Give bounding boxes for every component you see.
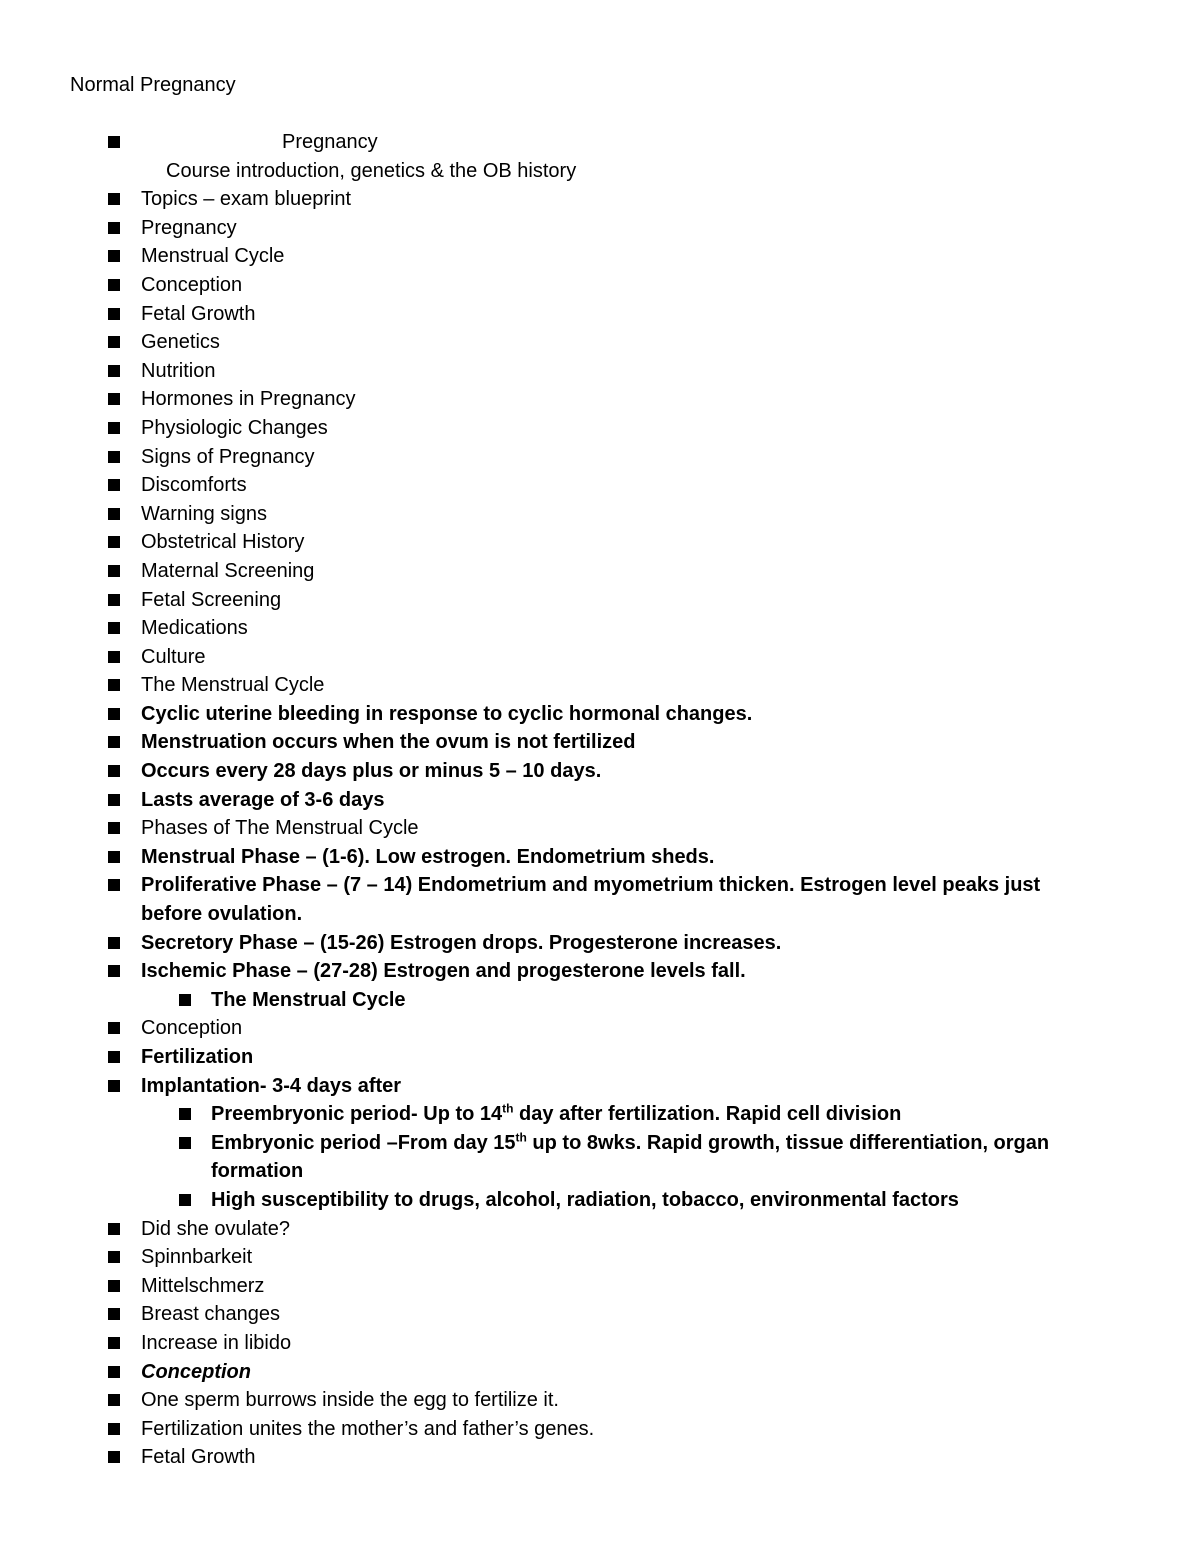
list-item: [0, 1329, 1200, 1358]
list-item: [0, 586, 1200, 615]
square-bullet-icon: [108, 1080, 120, 1092]
square-bullet-icon: [108, 565, 120, 577]
list-item: [0, 471, 1200, 500]
list-item: [0, 1100, 1200, 1129]
list-item-text: Topics – exam blueprint: [141, 188, 352, 211]
square-bullet-icon: [108, 1366, 120, 1378]
list-item-text: Fertilization: [141, 1046, 254, 1068]
list-item-text: Medications: [141, 617, 248, 640]
document-title: Normal Pregnancy: [70, 74, 236, 96]
list-item: [0, 214, 1200, 243]
square-bullet-icon: [108, 193, 120, 205]
square-bullet-icon: [179, 1137, 191, 1149]
list-item-text: Menstrual Cycle: [141, 245, 285, 268]
square-bullet-icon: [108, 622, 120, 634]
square-bullet-icon: [108, 1051, 120, 1063]
list-item-text: Course introduction, genetics & the OB history: [166, 159, 577, 182]
square-bullet-icon: [108, 1451, 120, 1463]
list-item-text: Maternal Screening: [141, 559, 315, 582]
list-item: [0, 786, 1200, 815]
list-item: [0, 242, 1200, 271]
list-item-text: The Menstrual Cycle: [141, 674, 325, 697]
list-item-text: The Menstrual Cycle: [211, 988, 406, 1011]
list-item-text: Physiologic Changes: [141, 416, 328, 439]
list-item: [0, 528, 1200, 557]
list-item-text: Secretory Phase – (15-26) Estrogen drops. Progesterone increases.: [141, 931, 782, 954]
list-item: [0, 728, 1200, 757]
square-bullet-icon: [108, 651, 120, 663]
list-item-text: Increase in libido: [141, 1331, 292, 1354]
list-item: [0, 357, 1200, 386]
square-bullet-icon: [108, 879, 120, 891]
list-item: [0, 1186, 1200, 1215]
square-bullet-icon: [108, 536, 120, 548]
square-bullet-icon: [108, 851, 120, 863]
square-bullet-icon: [108, 1337, 120, 1349]
list-item-text: Implantation- 3-4 days after: [141, 1074, 402, 1097]
list-item-text: Fetal Growth: [141, 1446, 256, 1469]
list-item-text: Hormones in Pregnancy: [141, 388, 356, 411]
square-bullet-icon: [108, 822, 120, 834]
square-bullet-icon: [108, 222, 120, 234]
list-item: [0, 1129, 1200, 1186]
list-item-text: Ischemic Phase – (27-28) Estrogen and progesterone levels fall.: [141, 960, 746, 983]
square-bullet-icon: [108, 965, 120, 977]
list-item-text: Obstetrical History: [141, 531, 305, 554]
list-item: [0, 1415, 1200, 1444]
square-bullet-icon: [179, 1108, 191, 1120]
square-bullet-icon: [108, 479, 120, 491]
list-item: [0, 443, 1200, 472]
square-bullet-icon: [108, 1223, 120, 1235]
list-item: [0, 128, 1200, 157]
list-item-text: Breast changes: [141, 1303, 280, 1326]
list-item: [0, 500, 1200, 529]
list-item: [0, 328, 1200, 357]
list-item-text: Lasts average of 3-6 days: [141, 788, 385, 811]
list-item: [0, 671, 1200, 700]
list-item: [0, 1443, 1200, 1472]
square-bullet-icon: [108, 937, 120, 949]
list-item-text: Genetics: [141, 331, 220, 354]
square-bullet-icon: [108, 1022, 120, 1034]
list-item: [0, 1043, 1200, 1072]
list-item-text: Discomforts: [141, 474, 247, 497]
list-item-text: Fetal Growth: [141, 302, 256, 325]
list-item: [0, 1072, 1200, 1101]
list-item-text: High susceptibility to drugs, alcohol, radiation, tobacco, environmental factors: [211, 1188, 959, 1211]
list-item: [0, 385, 1200, 414]
square-bullet-icon: [108, 1394, 120, 1406]
list-item: [0, 1300, 1200, 1329]
list-item: [0, 1272, 1200, 1301]
list-item: [0, 414, 1200, 443]
list-item: [0, 929, 1200, 958]
list-item: [0, 957, 1200, 986]
square-bullet-icon: [108, 1423, 120, 1435]
square-bullet-icon: [108, 422, 120, 434]
square-bullet-icon: [108, 1308, 120, 1320]
list-item-subtitle: [0, 157, 1200, 186]
square-bullet-icon: [108, 393, 120, 405]
list-item: [0, 1014, 1200, 1043]
square-bullet-icon: [108, 250, 120, 262]
square-bullet-icon: [108, 308, 120, 320]
list-item: [0, 1243, 1200, 1272]
square-bullet-icon: [108, 679, 120, 691]
list-item: [0, 614, 1200, 643]
square-bullet-icon: [108, 508, 120, 520]
list-item-text: Phases of The Menstrual Cycle: [141, 817, 419, 840]
list-item: [0, 271, 1200, 300]
square-bullet-icon: [108, 736, 120, 748]
list-item: [0, 843, 1200, 872]
list-item-text: Conception: [141, 1360, 251, 1383]
list-item: [0, 643, 1200, 672]
list-item: [0, 814, 1200, 843]
list-item-text: Fetal Screening: [141, 588, 282, 611]
list-item-text: Fertilization unites the mother’s and father’s genes.: [141, 1417, 595, 1440]
list-item: [0, 557, 1200, 586]
list-item: [0, 185, 1200, 214]
square-bullet-icon: [108, 708, 120, 720]
list-item: [0, 986, 1200, 1015]
list-item: [0, 300, 1200, 329]
square-bullet-icon: [108, 1251, 120, 1263]
list-item-text: Conception: [141, 273, 243, 296]
square-bullet-icon: [108, 451, 120, 463]
list-item-text: Proliferative Phase – (7 – 14) Endometrium and myometrium thicken. Estrogen level peaks just before ovulation.: [141, 874, 1041, 926]
list-item-text: Pregnancy: [141, 216, 237, 239]
list-item-text: Cyclic uterine bleeding in response to cyclic hormonal changes.: [141, 702, 753, 725]
list-item-text: Conception: [141, 1017, 243, 1040]
list-item-text: Mittelschmerz: [141, 1274, 265, 1297]
square-bullet-icon: [108, 365, 120, 377]
square-bullet-icon: [108, 136, 120, 148]
list-item-text: Did she ovulate?: [141, 1217, 290, 1240]
list-item: [0, 1215, 1200, 1244]
bullet-outline: [0, 128, 1200, 1472]
list-item: [0, 700, 1200, 729]
list-item-text: Occurs every 28 days plus or minus 5 – 10 days.: [141, 760, 602, 783]
list-item: [0, 1358, 1200, 1387]
list-item-text: Menstruation occurs when the ovum is not fertilized: [141, 731, 636, 754]
list-item-text: Culture: [141, 645, 206, 668]
list-item-text: Preembryonic period- Up to 14th day after fertilization. Rapid cell division: [211, 1101, 902, 1126]
square-bullet-icon: [108, 279, 120, 291]
square-bullet-icon: [179, 1194, 191, 1206]
square-bullet-icon: [108, 594, 120, 606]
list-item-text: Warning signs: [141, 502, 267, 525]
list-item-text: Pregnancy: [282, 131, 378, 153]
list-item-text: Spinnbarkeit: [141, 1246, 253, 1269]
square-bullet-icon: [108, 336, 120, 348]
list-item-text: Signs of Pregnancy: [141, 445, 315, 468]
list-item-text: Nutrition: [141, 359, 216, 382]
list-item: [0, 757, 1200, 786]
list-item: [0, 1386, 1200, 1415]
list-item-text: Embryonic period –From day 15th up to 8wks. Rapid growth, tissue differentiation, organ formation: [211, 1130, 1050, 1183]
square-bullet-icon: [108, 1280, 120, 1292]
square-bullet-icon: [108, 765, 120, 777]
square-bullet-icon: [179, 994, 191, 1006]
list-item-text: One sperm burrows inside the egg to fertilize it.: [141, 1389, 559, 1412]
list-item-text: Menstrual Phase – (1-6). Low estrogen. Endometrium sheds.: [141, 845, 715, 868]
list-item: [0, 871, 1200, 928]
square-bullet-icon: [108, 794, 120, 806]
